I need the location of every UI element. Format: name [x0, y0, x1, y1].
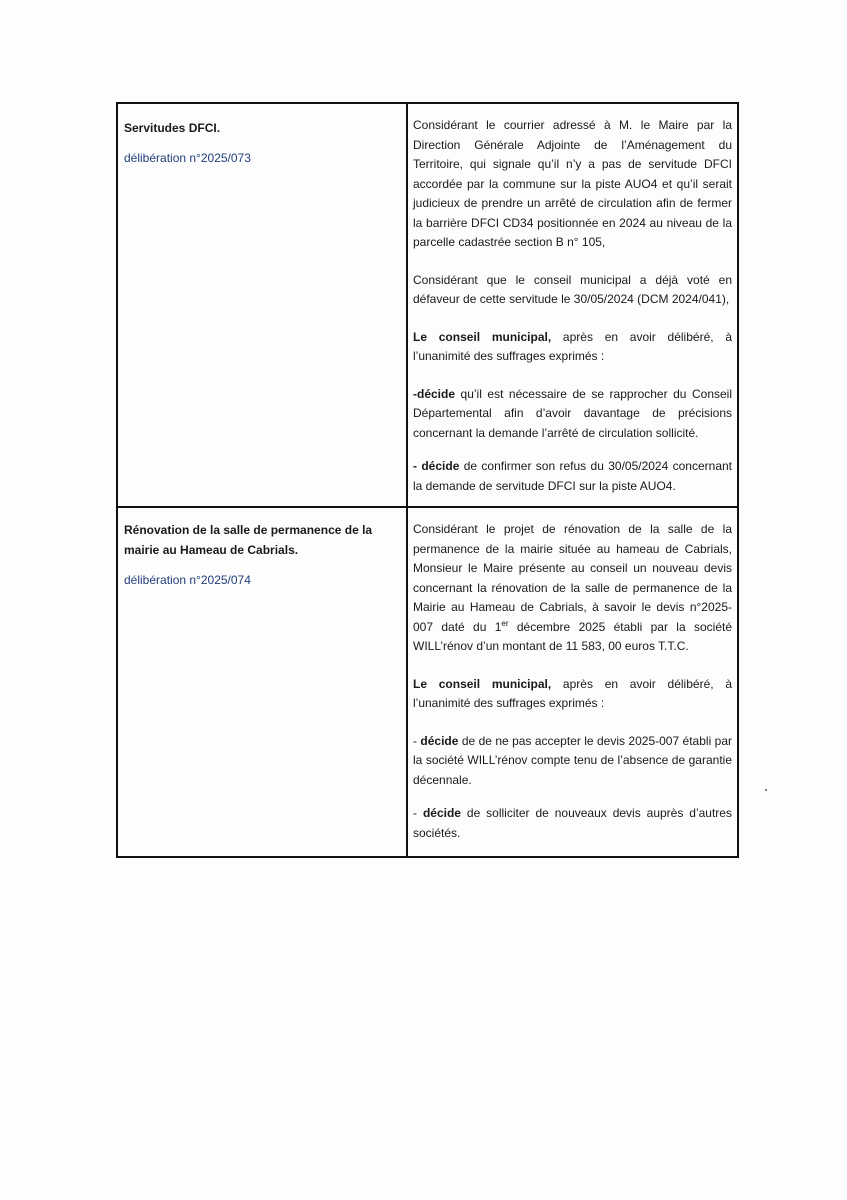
decide-label: - décide — [413, 459, 460, 473]
council-paragraph — [413, 328, 732, 367]
subject-title: Servitudes DFCI. — [124, 121, 221, 135]
scan-speck — [765, 789, 767, 791]
table-row — [117, 103, 738, 507]
considering-paragraph: Considérant le courrier adressé à M. le Maire par la Direction Générale Adjointe de l’Aménagement du Territoire, qui signale qu’il n’y a pas de servitude DFCI accordée par la commune sur la piste AUO4 et qu’il serait judicieux de prendre un arrêté de circulation afin de fermer la barrière DFCI CD34 positionnée en 2024 au niveau de la parcelle cadastrée section B n° 105, — [413, 118, 732, 249]
considering-text: décembre 2025 établi par la société WILL’rénov d’un montant de 11 583, 00 euros T.T.C. — [413, 619, 732, 653]
considering-text: Considérant le projet de rénovation de la salle de la permanence de la mairie située au hameau de Cabrials, Monsieur le Maire présente au conseil un nouveau devis concernant la rénovation de la salle de permanence de la Mairie au Hameau de Cabrials, à savoir le devis n°2025-007 daté du 1 — [413, 522, 732, 634]
decision-text: de confirmer son refus du 30/05/2024 concernant la demande de servitude DFCI sur la piste AUO4. — [413, 459, 732, 493]
deliberations-table — [116, 102, 739, 858]
dash: - — [413, 806, 423, 820]
decision-paragraph — [413, 732, 732, 791]
council-paragraph — [413, 675, 732, 714]
considering-paragraph — [413, 520, 732, 657]
subject-title: Rénovation de la salle de permanence de la mairie au Hameau de Cabrials. — [124, 523, 373, 557]
decision-text: de de ne pas accepter le devis 2025-007 établi par la société WILL’rénov compte tenu de l’absence de garantie décennale. — [413, 733, 732, 787]
ordinal-suffix: er — [501, 618, 509, 628]
deliberation-number: délibération n°2025/074 — [124, 573, 251, 587]
decision-cell — [407, 507, 738, 857]
council-label: Le conseil municipal, — [413, 676, 552, 691]
considering-paragraph: Considérant que le conseil municipal a déjà voté en défaveur de cette servitude le 30/05/2024 (DCM 2024/041), — [413, 272, 732, 306]
deliberation-number: délibération n°2025/073 — [124, 151, 251, 165]
subject-cell — [117, 507, 407, 857]
table-row — [117, 507, 738, 857]
decide-label: -décide — [413, 386, 456, 401]
council-label: Le conseil municipal, — [413, 329, 552, 344]
decide-label: décide — [420, 733, 459, 748]
subject-cell — [117, 103, 407, 507]
decision-paragraph — [413, 457, 732, 496]
dash: - — [413, 733, 421, 748]
council-text: après en avoir délibéré, à l’unanimité des suffrages exprimés : — [413, 329, 732, 363]
decision-paragraph — [413, 804, 732, 843]
decision-cell — [407, 103, 738, 507]
council-text: après en avoir délibéré, à l’unanimité des suffrages exprimés : — [413, 676, 732, 710]
decide-label: décide — [422, 806, 461, 820]
decision-text: qu’il est nécessaire de se rapprocher du Conseil Départemental afin d’avoir davantage de précisions concernant la demande l’arrêté de circulation sollicité. — [413, 386, 732, 440]
decision-text: de solliciter de nouveaux devis auprès d’autres sociétés. — [413, 806, 732, 840]
decision-paragraph — [413, 385, 732, 444]
